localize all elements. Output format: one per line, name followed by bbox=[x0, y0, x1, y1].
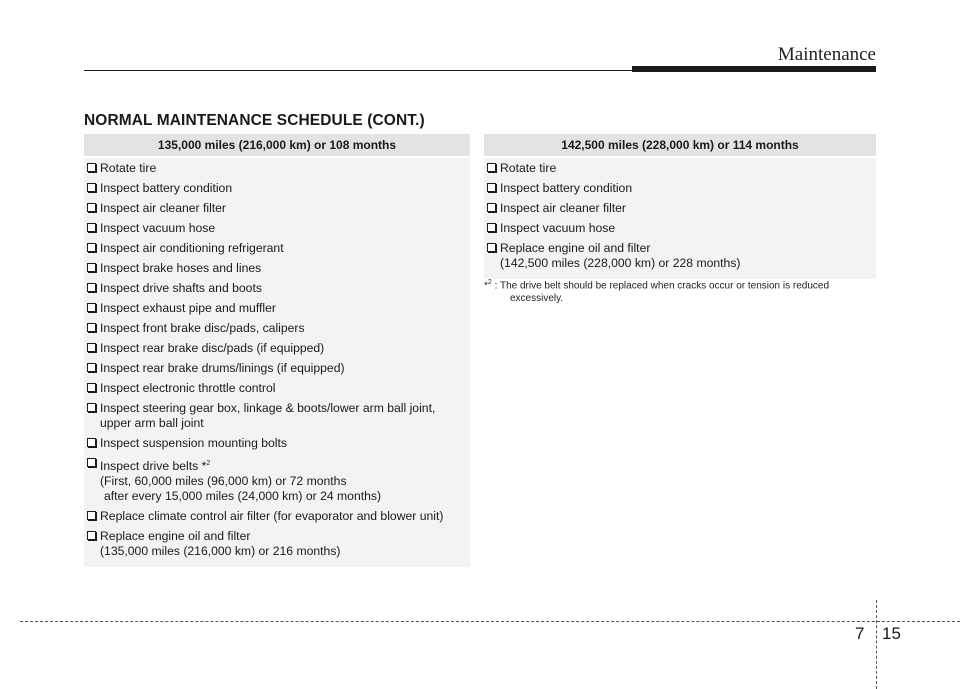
checkbox-icon bbox=[487, 243, 496, 252]
right-column-heading: 142,500 miles (228,000 km) or 114 months bbox=[484, 134, 876, 156]
checklist-item bbox=[84, 320, 470, 338]
header-rule-thin bbox=[84, 70, 632, 71]
checklist-item bbox=[84, 435, 470, 453]
checkbox-icon bbox=[87, 323, 96, 332]
left-column-heading: 135,000 miles (216,000 km) or 108 months bbox=[84, 134, 470, 156]
checkbox-icon bbox=[87, 343, 96, 352]
right-schedule-column bbox=[484, 134, 876, 279]
checkbox-icon bbox=[87, 203, 96, 212]
checklist-item bbox=[484, 240, 876, 273]
checklist-item-text: Inspect rear brake disc/pads (if equipped) bbox=[100, 341, 325, 355]
checklist-item-text: Inspect exhaust pipe and muffler bbox=[100, 301, 276, 315]
checkbox-icon bbox=[87, 243, 96, 252]
checklist-item-text: Inspect vacuum hose bbox=[500, 221, 616, 235]
drive-belt-footnote bbox=[484, 276, 876, 305]
footer-divider bbox=[876, 600, 877, 689]
checklist-item-text: Inspect vacuum hose bbox=[100, 221, 216, 235]
checklist-item-text: Inspect steering gear box, linkage & boots/lower arm ball joint, bbox=[100, 401, 436, 415]
checklist-item-text: Replace engine oil and filter bbox=[500, 241, 651, 255]
page-number: 15 bbox=[882, 624, 901, 643]
checkbox-icon bbox=[87, 163, 96, 172]
checklist-item-detail: after every 15,000 miles (24,000 km) or 24 months) bbox=[104, 489, 382, 504]
checkbox-icon bbox=[87, 531, 96, 540]
checklist-item bbox=[84, 180, 470, 198]
checkbox-icon bbox=[87, 403, 96, 412]
checklist-item bbox=[84, 340, 470, 358]
checkbox-icon bbox=[487, 183, 496, 192]
footnote-text: : The drive belt should be replaced when cracks occur or tension is reduced bbox=[494, 280, 830, 292]
checklist-item bbox=[84, 400, 470, 433]
checklist-item bbox=[484, 180, 876, 198]
checkbox-icon bbox=[87, 458, 96, 467]
checklist-item-text: Rotate tire bbox=[500, 161, 557, 175]
checkbox-icon bbox=[87, 263, 96, 272]
checklist-item-detail: upper arm ball joint bbox=[100, 416, 204, 430]
checklist-item bbox=[484, 160, 876, 178]
checklist-item-text: Inspect battery condition bbox=[500, 181, 633, 195]
checkbox-icon bbox=[87, 223, 96, 232]
checklist-item-text: Inspect battery condition bbox=[100, 181, 233, 195]
checklist-item-text: Inspect air conditioning refrigerant bbox=[100, 241, 284, 255]
header-rule-thick bbox=[632, 66, 876, 72]
checkbox-icon bbox=[87, 511, 96, 520]
checkbox-icon bbox=[87, 283, 96, 292]
checklist-item bbox=[84, 160, 470, 178]
checklist-item bbox=[84, 220, 470, 238]
checklist-item bbox=[84, 455, 470, 506]
footer-rule bbox=[20, 621, 960, 622]
checklist-item bbox=[84, 528, 470, 561]
checkbox-icon bbox=[87, 303, 96, 312]
checklist-item bbox=[84, 508, 470, 526]
footnote-continuation: excessively. bbox=[510, 293, 564, 305]
checklist-item-text: Inspect rear brake drums/linings (if equipped) bbox=[100, 361, 345, 375]
right-column-list bbox=[484, 158, 876, 279]
checklist-item-text: Inspect drive shafts and boots bbox=[100, 281, 262, 295]
checkbox-icon bbox=[487, 203, 496, 212]
checklist-item bbox=[84, 240, 470, 258]
left-schedule-column bbox=[84, 134, 470, 567]
checklist-item-detail: (First, 60,000 miles (96,000 km) or 72 months bbox=[100, 474, 347, 489]
header-section-title: Maintenance bbox=[777, 44, 876, 65]
checklist-item-detail: (135,000 miles (216,000 km) or 216 months) bbox=[100, 544, 341, 559]
checklist-item-text: Inspect suspension mounting bolts bbox=[100, 436, 287, 450]
checklist-item bbox=[84, 200, 470, 218]
footnote-marker-sup: 2 bbox=[487, 279, 492, 286]
checkbox-icon bbox=[87, 183, 96, 192]
checkbox-icon bbox=[87, 383, 96, 392]
checklist-item-text: Inspect brake hoses and lines bbox=[100, 261, 262, 275]
checklist-item-text: Inspect electronic throttle control bbox=[100, 381, 276, 395]
checklist-item-text: Inspect air cleaner filter bbox=[100, 201, 226, 215]
footnote-marker: * bbox=[484, 280, 488, 292]
checklist-item bbox=[84, 280, 470, 298]
checklist-item bbox=[84, 260, 470, 278]
page-chapter-number: 7 bbox=[855, 624, 865, 643]
checklist-item bbox=[484, 200, 876, 218]
checklist-item-text bbox=[100, 456, 464, 474]
checklist-item bbox=[84, 300, 470, 318]
footnote-ref: 2 bbox=[206, 460, 211, 467]
checklist-item-label: Inspect drive belts * bbox=[100, 459, 207, 474]
checklist-item-text: Inspect air cleaner filter bbox=[500, 201, 626, 215]
checklist-item-text: Rotate tire bbox=[100, 161, 157, 175]
checkbox-icon bbox=[487, 223, 496, 232]
checklist-item-text: Replace climate control air filter (for evaporator and blower unit) bbox=[100, 509, 444, 524]
checkbox-icon bbox=[487, 163, 496, 172]
checklist-item bbox=[84, 380, 470, 398]
checkbox-icon bbox=[87, 438, 96, 447]
checklist-item-text: Replace engine oil and filter bbox=[100, 529, 251, 544]
left-column-list bbox=[84, 158, 470, 567]
checklist-item-text: Inspect front brake disc/pads, calipers bbox=[100, 321, 305, 335]
checklist-item-detail: (142,500 miles (228,000 km) or 228 months) bbox=[500, 256, 741, 270]
checkbox-icon bbox=[87, 363, 96, 372]
checklist-item bbox=[84, 360, 470, 378]
checklist-item bbox=[484, 220, 876, 238]
page-title: NORMAL MAINTENANCE SCHEDULE (CONT.) bbox=[84, 112, 425, 129]
